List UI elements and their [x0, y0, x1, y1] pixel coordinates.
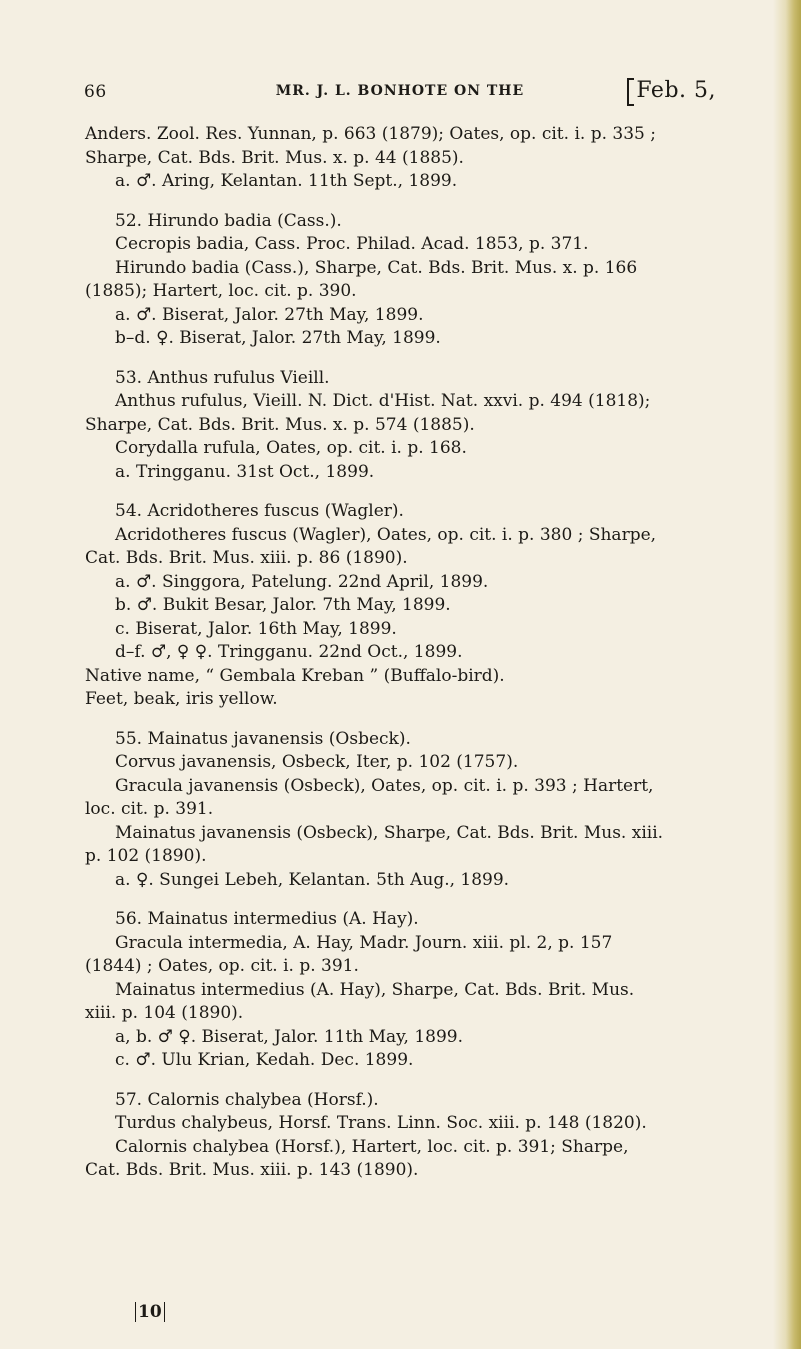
text-line: (1844) ; Oates, op. cit. i. p. 391.: [85, 956, 359, 976]
text-line: a. Tringganu. 31st Oct., 1899.: [115, 461, 375, 482]
text-line: Feet, beak, iris yellow.: [85, 689, 278, 709]
text-line: Calornis chalybea (Horsf.), Hartert, loc. cit. p. 391; Sharpe,: [115, 1136, 629, 1157]
text-line: Gracula javanensis (Osbeck), Oates, op. cit. i. p. 393 ; Hartert,: [115, 775, 654, 796]
text-line: d–f. ♂, ♀ ♀. Tringganu. 22nd Oct., 1899.: [115, 642, 463, 662]
text-line: Cat. Bds. Brit. Mus. xiii. p. 86 (1890).: [85, 548, 408, 568]
paragraph-gap: [115, 351, 715, 367]
text-line: Corydalla rufula, Oates, op. cit. i. p. 168.: [115, 438, 467, 458]
text-line: Hirundo badia (Cass.), Sharpe, Cat. Bds. Brit. Mus. x. p. 166: [115, 257, 638, 278]
text-line: a. ♂. Biserat, Jalor. 27th May, 1899.: [115, 304, 424, 325]
text-line: 55. Mainatus javanensis (Osbeck).: [115, 728, 411, 749]
text-line: 52. Hirundo badia (Cass.).: [115, 210, 342, 231]
text-line: Mainatus intermedius (A. Hay), Sharpe, Cat. Bds. Brit. Mus.: [115, 979, 635, 1000]
running-title: MR. J. L. BONHOTE ON THE: [275, 83, 525, 99]
text-line: 56. Mainatus intermedius (A. Hay).: [115, 909, 419, 929]
text-line: Anders. Zool. Res. Yunnan, p. 663 (1879); Oates, op. cit. i. p. 335 ;: [85, 124, 656, 144]
date-text: Feb. 5,: [636, 78, 716, 103]
text-line: 53. Anthus rufulus Vieill.: [115, 367, 330, 388]
text-line: Corvus javanensis, Osbeck, Iter, p. 102 (1757).: [115, 752, 519, 772]
text-line: Cat. Bds. Brit. Mus. xiii. p. 143 (1890).: [85, 1160, 419, 1180]
text-line: a, b. ♂ ♀. Biserat, Jalor. 11th May, 1899.: [115, 1026, 463, 1047]
text-line: (1885); Hartert, loc. cit. p. 390.: [85, 281, 357, 301]
text-line: xiii. p. 104 (1890).: [85, 1003, 244, 1023]
header-date: [627, 78, 716, 106]
paragraph-gap: [115, 712, 715, 728]
paragraph-gap: [115, 194, 715, 210]
text-line: Gracula intermedia, A. Hay, Madr. Journ. xiii. pl. 2, p. 157: [115, 932, 613, 953]
text-line: Native name, “ Gembala Kreban ” (Buffalo-bird).: [85, 665, 505, 686]
page-edge: [773, 0, 801, 1349]
text-line: Turdus chalybeus, Horsf. Trans. Linn. Soc. xiii. p. 148 (1820).: [115, 1113, 647, 1133]
paragraph-gap: [115, 484, 715, 500]
text-line: p. 102 (1890).: [85, 846, 207, 866]
text-line: a. ♂. Aring, Kelantan. 11th Sept., 1899.: [115, 171, 458, 191]
paragraph-gap: [115, 1073, 715, 1089]
text-line: Cecropis badia, Cass. Proc. Philad. Acad. 1853, p. 371.: [115, 234, 589, 254]
text-line: 54. Acridotheres fuscus (Wagler).: [115, 501, 404, 521]
text-line: Sharpe, Cat. Bds. Brit. Mus. x. p. 574 (1885).: [85, 414, 475, 435]
signature-mark: 10: [135, 1302, 165, 1322]
bracket-glyph: [627, 78, 634, 106]
page-header: [84, 78, 716, 106]
paragraph-gap: [115, 892, 715, 908]
text-line: 57. Calornis chalybea (Horsf.).: [115, 1089, 379, 1110]
page-number: 66: [84, 82, 107, 102]
text-line: b–d. ♀. Biserat, Jalor. 27th May, 1899.: [115, 328, 441, 348]
body-text: [85, 123, 715, 1183]
text-line: Sharpe, Cat. Bds. Brit. Mus. x. p. 44 (1885).: [85, 147, 464, 168]
text-line: c. Biserat, Jalor. 16th May, 1899.: [115, 618, 397, 639]
text-line: a. ♂. Singgora, Patelung. 22nd April, 1899.: [115, 571, 489, 592]
text-line: Anthus rufulus, Vieill. N. Dict. d'Hist. Nat. xxvi. p. 494 (1818);: [115, 391, 651, 411]
text-line: Mainatus javanensis (Osbeck), Sharpe, Cat. Bds. Brit. Mus. xiii.: [115, 822, 664, 843]
text-line: c. ♂. Ulu Krian, Kedah. Dec. 1899.: [115, 1050, 414, 1070]
text-line: Acridotheres fuscus (Wagler), Oates, op. cit. i. p. 380 ; Sharpe,: [115, 524, 657, 545]
text-line: a. ♀. Sungei Lebeh, Kelantan. 5th Aug., 1899.: [115, 869, 510, 890]
text-line: b. ♂. Bukit Besar, Jalor. 7th May, 1899.: [115, 595, 451, 615]
text-line: loc. cit. p. 391.: [85, 799, 214, 819]
